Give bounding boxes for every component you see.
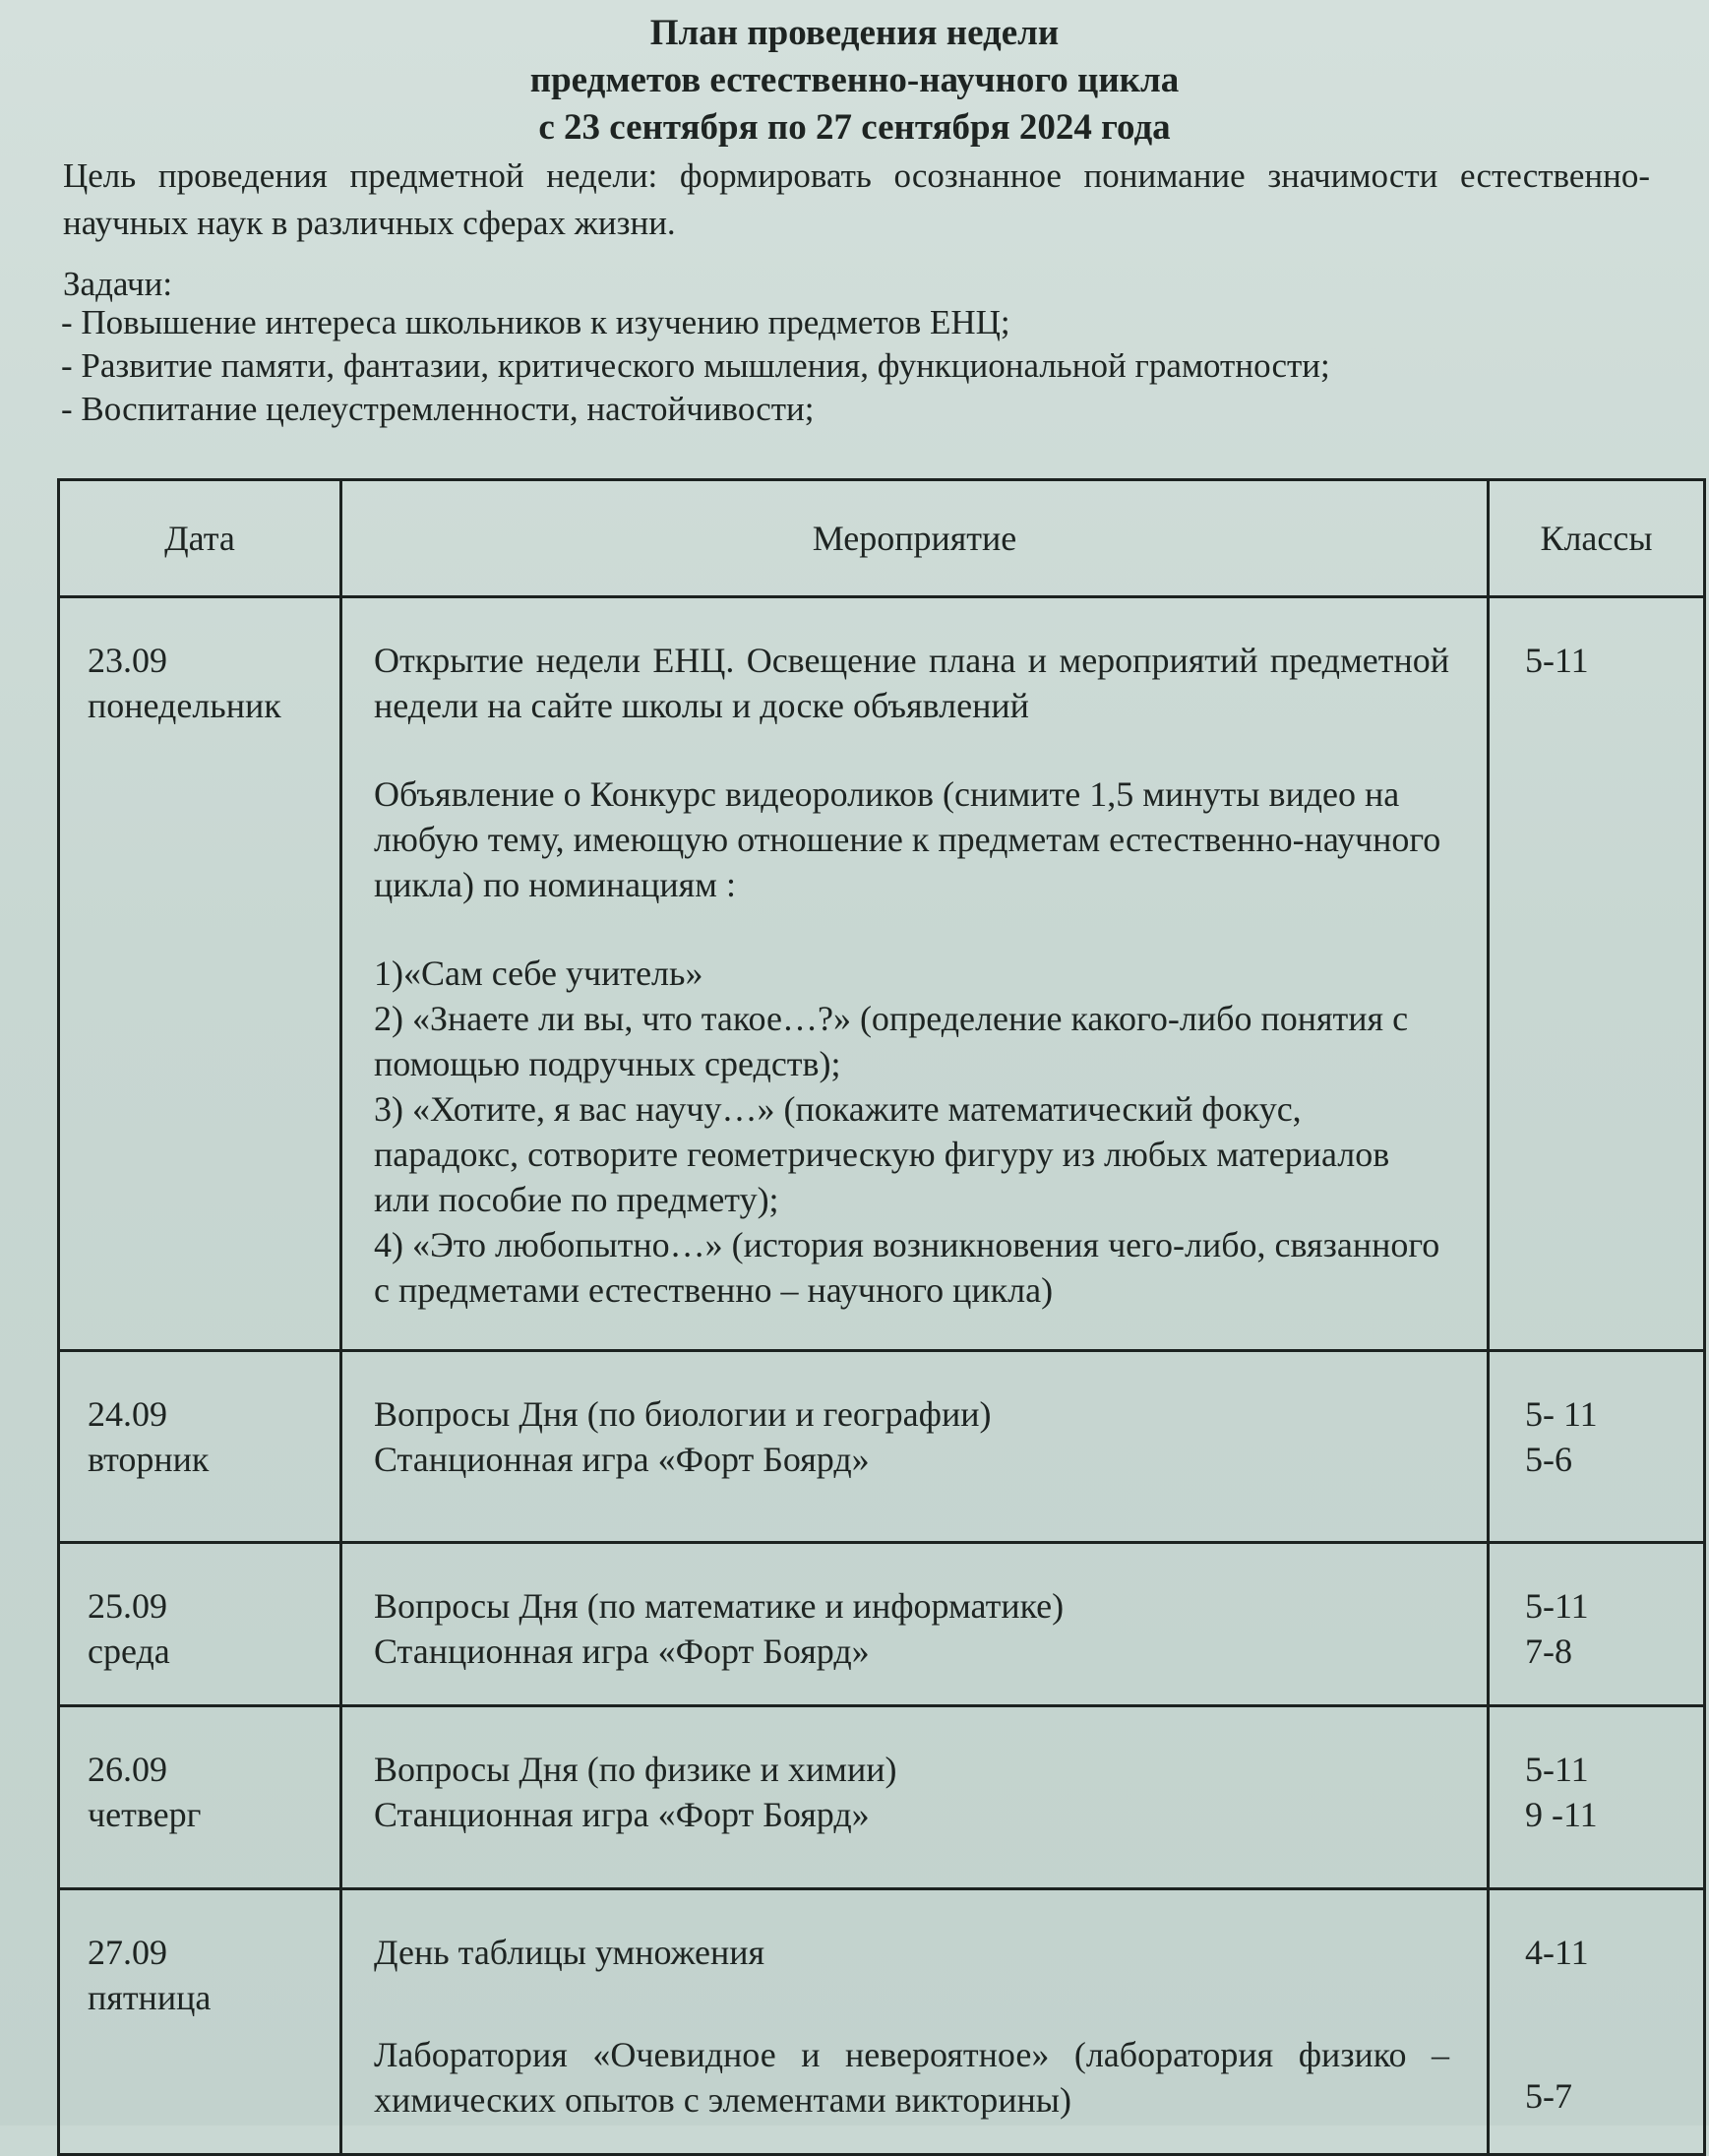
goal-paragraph: Цель проведения предметной недели: формировать осознанное понимание значимости естественно-научных наук в различных сферах жизни. (63, 156, 1650, 242)
classes-cell (1489, 1351, 1705, 1543)
task-item: - Воспитание целеустремленности, настойчивости; (61, 390, 815, 428)
date-value: 27.09 (88, 1933, 167, 1972)
contest-text: Объявление о Конкурс видеороликов (снимите 1,5 минуты видео на любую тему, имеющую отношение к предметам естественно-научного цикла) по номинациям : (374, 774, 1441, 904)
nomination-item: 3) «Хотите, я вас научу…» (покажите математический фокус, парадокс, сотворите геометрическую фигуру из любых материалов или пособие по предмету); (374, 1089, 1390, 1219)
event-cell (341, 597, 1489, 1351)
classes-cell (1489, 1706, 1705, 1889)
table-row (59, 597, 1705, 1351)
title-line: предметов естественно-научного цикла (529, 60, 1180, 100)
plan-table (57, 478, 1706, 2156)
event-item: Станционная игра «Форт Боярд» (374, 1795, 870, 1834)
classes-value: 5-6 (1525, 1440, 1572, 1479)
date-value: 25.09 (88, 1586, 167, 1626)
classes-value: 5-11 (1525, 1586, 1589, 1626)
event-item: Вопросы Дня (по физике и химии) (374, 1750, 897, 1789)
event-cell (341, 1351, 1489, 1543)
day-of-week: вторник (88, 1440, 210, 1479)
event-item: Вопросы Дня (по биологии и географии) (374, 1394, 992, 1434)
classes-cell (1489, 597, 1705, 1351)
event-item: Станционная игра «Форт Боярд» (374, 1440, 870, 1479)
event-item: День таблицы умножения (374, 1933, 765, 1972)
opening-text: Открытие недели ЕНЦ. Освещение плана и мероприятий предметной недели на сайте школы и доске объявлений (374, 641, 1449, 725)
classes-value: 5-11 (1525, 1750, 1589, 1789)
date-cell (59, 1543, 341, 1706)
date-value: 26.09 (88, 1750, 167, 1789)
date-value: 24.09 (88, 1394, 167, 1434)
nomination-item: 4) «Это любопытно…» (история возникновения чего-либо, связанного с предметами естественно – научного цикла) (374, 1225, 1440, 1310)
date-cell (59, 597, 341, 1351)
date-cell (59, 1351, 341, 1543)
title-line: с 23 сентября по 27 сентября 2024 года (538, 107, 1171, 148)
event-item: Вопросы Дня (по математике и информатике) (374, 1586, 1065, 1626)
event-cell (341, 1706, 1489, 1889)
tasks-label: Задачи: (63, 265, 173, 303)
table-row (59, 1706, 1705, 1889)
day-of-week: среда (88, 1632, 170, 1671)
header-classes: Классы (1489, 480, 1705, 597)
title-line: План проведения недели (649, 13, 1060, 53)
task-item: - Повышение интереса школьников к изучению предметов ЕНЦ; (61, 303, 1010, 341)
tasks-list (61, 301, 1330, 431)
table-row (59, 1351, 1705, 1543)
nominations-list (374, 951, 1449, 1313)
table-row (59, 1543, 1705, 1706)
table-header-row (59, 480, 1705, 597)
document-title (0, 10, 1709, 152)
day-of-week: четверг (88, 1795, 202, 1834)
date-cell (59, 1889, 341, 2155)
classes-value: 7-8 (1525, 1632, 1572, 1671)
header-date: Дата (59, 480, 341, 597)
day-of-week: пятница (88, 1978, 212, 2017)
nomination-item: 2) «Знаете ли вы, что такое…?» (определение какого-либо понятия с помощью подручных средств); (374, 999, 1409, 1083)
classes-value: 5- 11 (1525, 1394, 1598, 1434)
date-value: 23.09 (88, 641, 167, 680)
classes-cell (1489, 1889, 1705, 2155)
event-item: Станционная игра «Форт Боярд» (374, 1632, 870, 1671)
header-event: Мероприятие (341, 480, 1489, 597)
day-of-week: понедельник (88, 686, 281, 725)
task-item: - Развитие памяти, фантазии, критического мышления, функциональной грамотности; (61, 346, 1330, 385)
classes-cell (1489, 1543, 1705, 1706)
table-row (59, 1889, 1705, 2155)
event-cell (341, 1543, 1489, 1706)
event-item: Лаборатория «Очевидное и невероятное» (лаборатория физико – химических опытов с элементами викторины) (374, 2035, 1449, 2120)
classes-value: 5-11 (1525, 641, 1589, 680)
date-cell (59, 1706, 341, 1889)
classes-value: 4-11 (1525, 1933, 1589, 1972)
classes-value: 5-7 (1525, 2076, 1572, 2116)
nomination-item: 1)«Сам себе учитель» (374, 954, 703, 993)
event-cell (341, 1889, 1489, 2155)
classes-value: 9 -11 (1525, 1795, 1598, 1834)
